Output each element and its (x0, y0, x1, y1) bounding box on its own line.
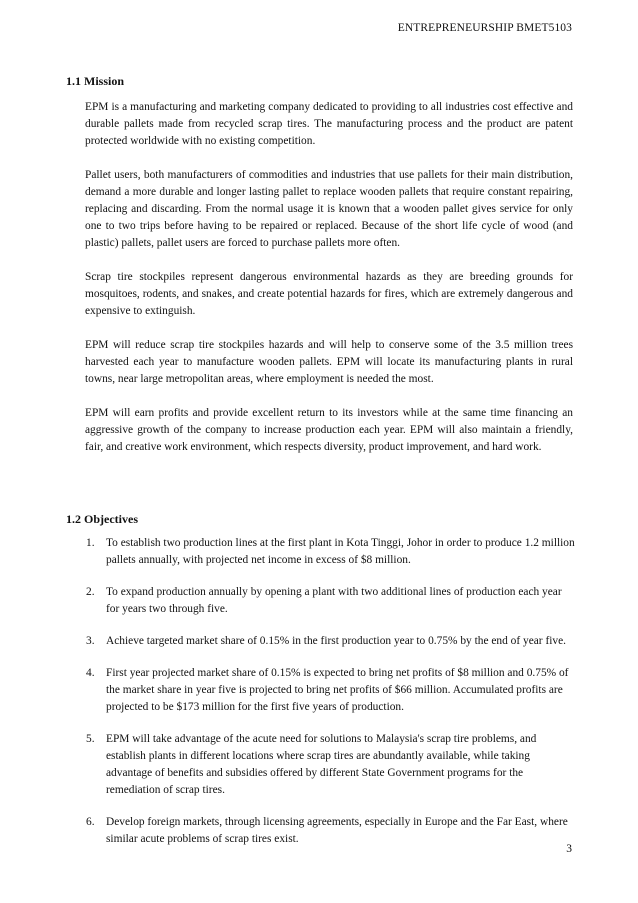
objective-item (66, 584, 576, 618)
objective-number: 5. (86, 733, 95, 745)
mission-paragraph: EPM will reduce scrap tire stockpiles hazards and will help to conserve some of the 3.5 million trees harvested each year to manufacture wooden pallets. EPM will locate its manufacturing plants in rural towns, near large metropolitan areas, where employment is needed the most. (85, 339, 573, 385)
objective-text: Achieve targeted market share of 0.15% in the first production year to 0.75% by the end of year five. (106, 635, 567, 647)
objective-item (66, 535, 576, 569)
page-number: 3 (566, 843, 572, 855)
objective-number: 2. (86, 586, 95, 598)
mission-paragraph: EPM will earn profits and provide excellent return to its investors while at the same time financing an aggressive growth of the company to increase production each year. EPM will also maintain a friendly, fair, and creative work environment, which respects diversity, product improvement, and hard work. (85, 407, 573, 453)
objective-number: 3. (86, 635, 95, 647)
objectives-list (66, 535, 576, 863)
objective-text: To establish two production lines at the first plant in Kota Tinggi, Johor in order to produce 1.2 million pallets annually, with projected net income in excess of $8 million. (106, 537, 575, 566)
mission-paragraph: Scrap tire stockpiles represent dangerous environmental hazards as they are breeding grounds for mosquitoes, rodents, and snakes, and create potential hazards for fires, which are extremely dangerous and expensive to extinguish. (85, 271, 573, 317)
objective-text: To expand production annually by opening a plant with two additional lines of production each year for years two through five. (106, 586, 562, 615)
mission-paragraph: EPM is a manufacturing and marketing company dedicated to providing to all industries cost effective and durable pallets made from recycled scrap tires. The manufacturing process and the product are patent protected worldwide with no existing competition. (85, 101, 573, 147)
objective-item (66, 731, 576, 799)
mission-body (85, 99, 573, 473)
mission-heading: 1.1 Mission (66, 74, 125, 88)
mission-paragraph: Pallet users, both manufacturers of commodities and industries that use pallets for their main distribution, demand a more durable and longer lasting pallet to replace wooden pallets that require constant repairing, replacing and discarding. From the normal usage it is known that a wooden pallet gives service for only one to two trips before having to be repaired or replaced. Because of the short life cycle of wood (and plastic) pallets, pallet users are forced to purchase pallets more often. (85, 169, 573, 249)
objective-text: Develop foreign markets, through licensing agreements, especially in Europe and the Far East, where similar acute problems of scrap tires exist. (106, 816, 568, 845)
objective-item (66, 665, 576, 716)
running-header: ENTREPRENEURSHIP BMET5103 (397, 22, 572, 34)
objective-text: EPM will take advantage of the acute need for solutions to Malaysia's scrap tire problems, and establish plants in different locations where scrap tires are abundantly available, while taking advantage of benefits and subsidies offered by different State Government programs for the remediation of scrap tires. (106, 733, 537, 796)
objective-text: First year projected market share of 0.15% is expected to bring net profits of $8 million and 0.75% of the market share in year five is projected to bring net profits of $66 million. Accumulated profits are projected to be $173 million for the first five years of production. (106, 667, 569, 713)
objectives-heading: 1.2 Objectives (66, 512, 138, 526)
objective-number: 4. (86, 667, 95, 679)
objective-number: 6. (86, 816, 95, 828)
objective-item (66, 633, 576, 650)
objective-number: 1. (86, 537, 95, 549)
objective-item (66, 814, 576, 848)
